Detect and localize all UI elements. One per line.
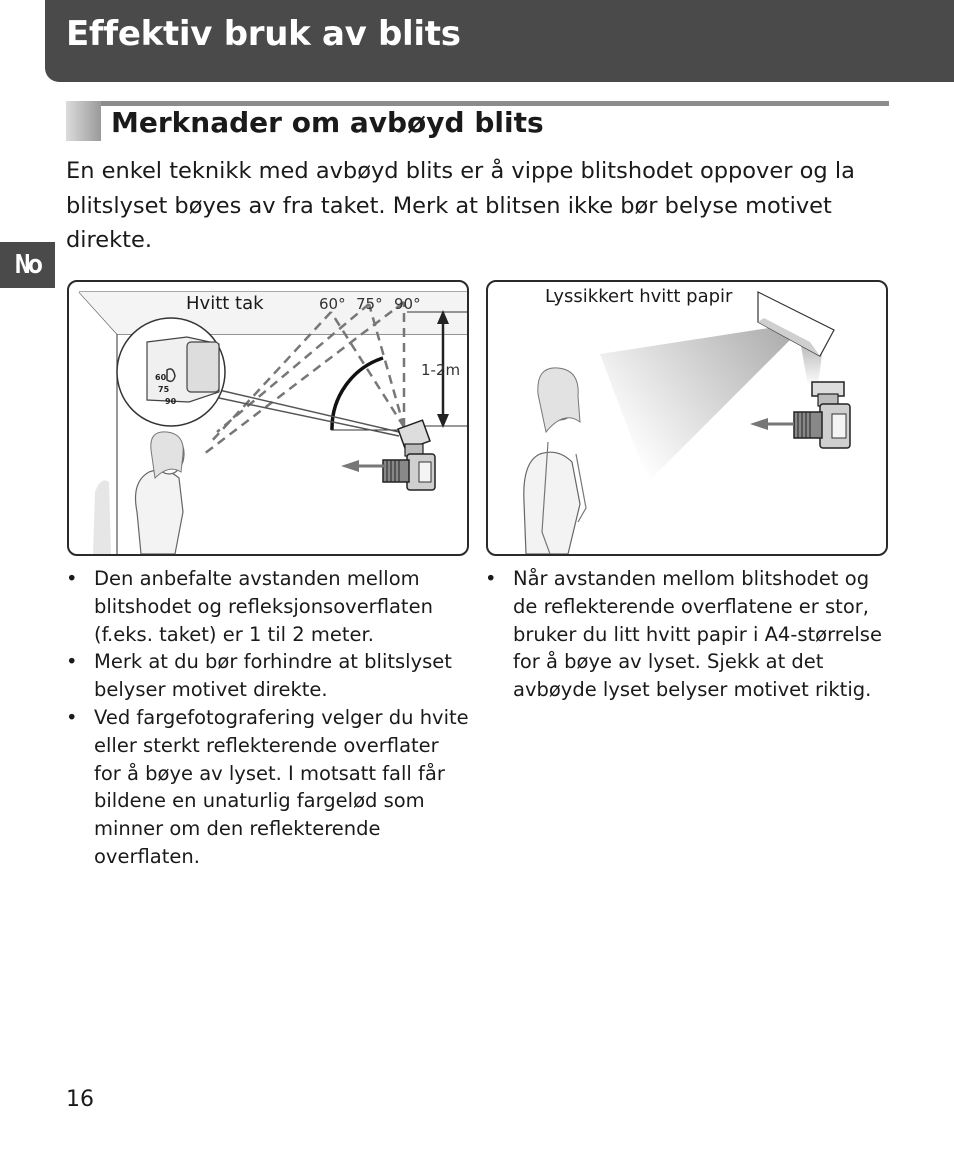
list-item: • Merk at du bør forhindre at blitslyset belyser motivet direkte. — [66, 648, 471, 704]
page-number: 16 — [66, 1087, 94, 1112]
section-title: Merknader om avbøyd blits — [111, 106, 544, 139]
list-item: • Når avstanden mellom blitshodet og de reflekterende overflatene er stor, bruker du litt hvitt papir i A4-størrelse for å bøye av lyset. Sjekk at det avbøyde lyset belyser motivet riktig. — [485, 565, 885, 704]
angle-label-90: 90° — [394, 295, 421, 313]
paper-bounce-illustration — [488, 282, 886, 554]
section-marker — [66, 101, 101, 141]
angle-label-75: 75° — [356, 295, 383, 313]
dial-label-60: 60 — [155, 373, 167, 382]
paper-label: Lyssikkert hvitt papir — [545, 286, 733, 307]
page-title: Effektiv bruk av blits — [66, 14, 461, 54]
figure-paper-bounce — [486, 280, 888, 556]
dial-label-90: 90 — [165, 397, 177, 406]
notes-list-left — [66, 565, 471, 871]
ceiling-bounce-illustration — [69, 282, 467, 554]
figure-ceiling-bounce — [67, 280, 469, 556]
dial-label-75: 75 — [158, 385, 170, 394]
language-tab: No — [0, 242, 55, 288]
distance-label: 1-2m — [421, 361, 461, 379]
ceiling-label: Hvitt tak — [186, 293, 264, 314]
list-item: • Den anbefalte avstanden mellom blitshodet og refleksjonsoverflaten (f.eks. taket) er 1 til 2 meter. — [66, 565, 471, 648]
notes-list-right — [485, 565, 885, 704]
intro-paragraph: En enkel teknikk med avbøyd blits er å vippe blitshodet oppover og la blitslyset bøyes av fra taket. Merk at blitsen ikke bør belyse motivet direkte. — [66, 158, 855, 253]
list-item: • Ved fargefotografering velger du hvite eller sterkt reflekterende overflater for å bøye av lyset. I motsatt fall får bildene en unaturlig fargelød som minner om den reflekterende overflaten. — [66, 704, 471, 871]
angle-label-60: 60° — [319, 295, 346, 313]
